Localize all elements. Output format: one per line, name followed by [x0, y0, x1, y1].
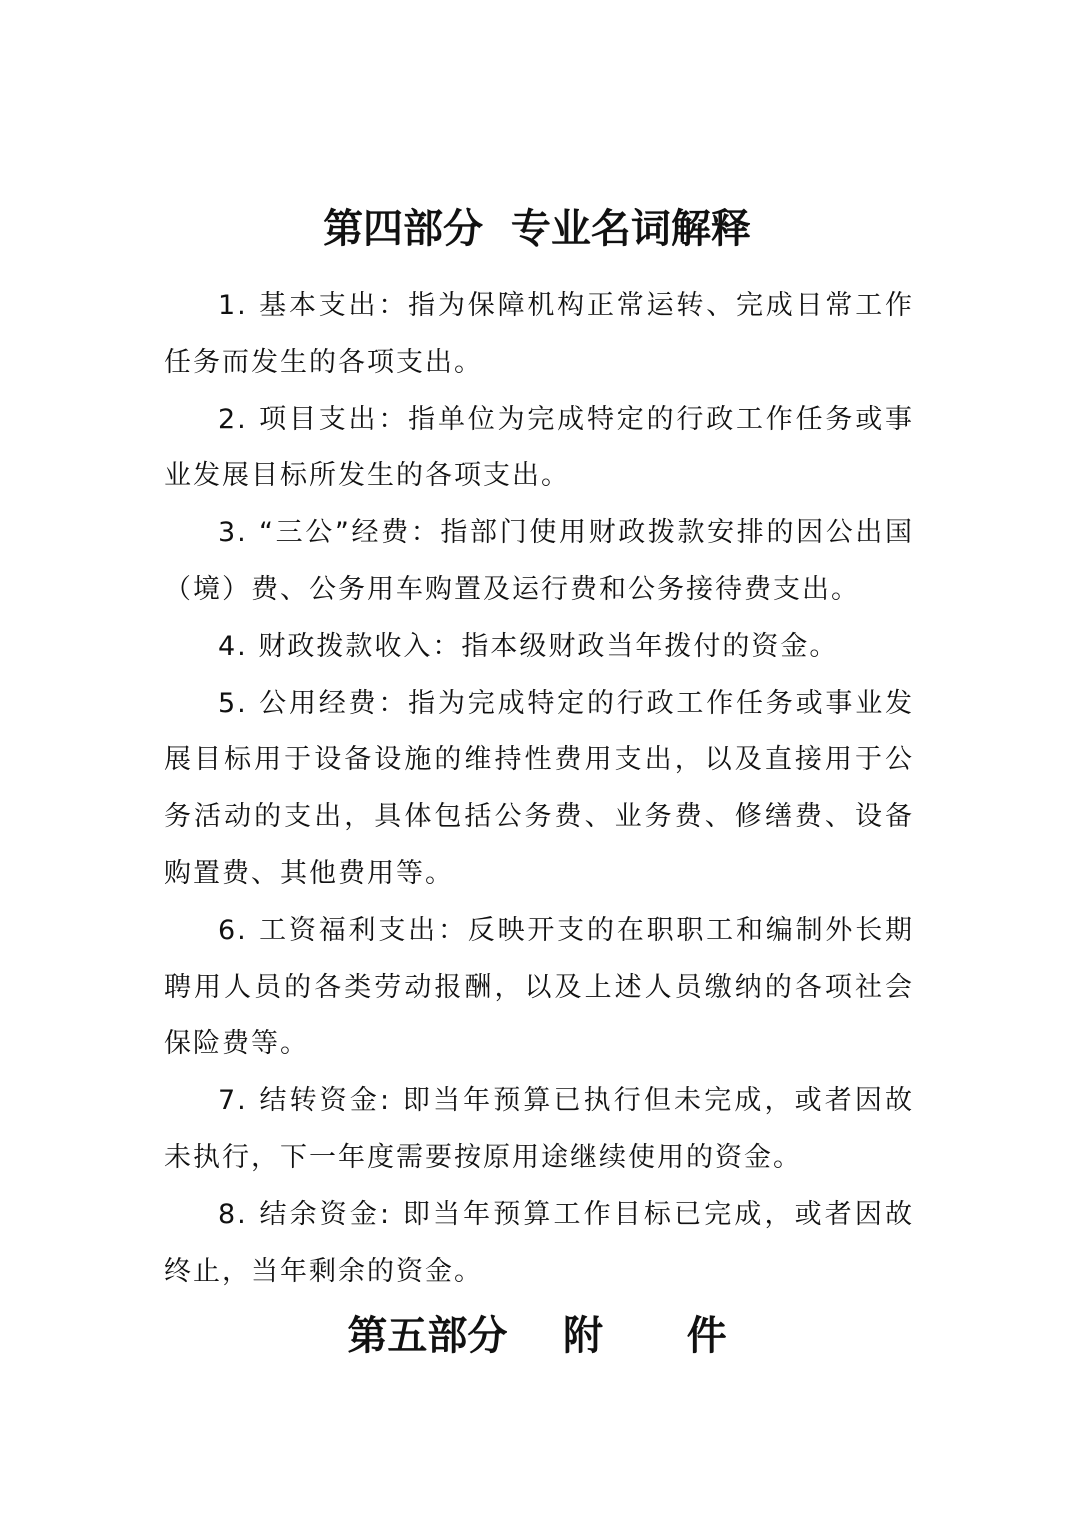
term-title: 1. 基本支出：	[218, 290, 409, 321]
term-title: 7. 结转资金:	[218, 1085, 403, 1117]
term-definition: 指部门使用财政拨款安排的因公出国（境）费、公务用车购置及运行费和公务接待费支出。	[164, 517, 914, 605]
term-definition: 即当年预算已执行但未完成，或者因故未执行，下一年度需要按原用途继续使用的资金。	[164, 1085, 915, 1173]
term-title: 2. 项目支出：	[218, 403, 409, 435]
term-definition: 指为完成特定的行政工作任务或事业发展目标用于设备设施的维持性费用支出，以及直接用于公务活动的支出，具体包括公务费、业务费、修缮费、设备购置费、其他费用等。	[164, 687, 915, 889]
glossary-item-fiscal-appropriation	[164, 619, 914, 676]
term-definition: 指为保障机构正常运转、完成日常工作任务而发生的各项支出。	[164, 290, 915, 378]
glossary-item-project-expenditure	[164, 392, 914, 506]
glossary-item-carryover-funds	[164, 1073, 914, 1187]
part4-title: 第四部分 专业名词解释	[323, 205, 751, 252]
term-definition: 即当年预算工作目标已完成，或者因故终止，当年剩余的资金。	[164, 1198, 915, 1287]
glossary-item-surplus-funds	[164, 1187, 914, 1301]
glossary-item-three-public-funds	[164, 505, 914, 619]
term-title: 4. 财政拨款收入：	[218, 630, 462, 662]
term-title: 3. “三公”经费：	[218, 517, 441, 549]
term-definition: 指单位为完成特定的行政工作任务或事业发展目标所发生的各项支出。	[164, 403, 915, 492]
glossary-item-basic-expenditure	[164, 278, 914, 392]
term-title: 8. 结余资金:	[218, 1198, 403, 1230]
term-title: 6. 工资福利支出：	[218, 914, 468, 946]
glossary-list	[164, 278, 914, 1300]
term-definition: 反映开支的在职职工和编制外长期聘用人员的各类劳动报酬，以及上述人员缴纳的各项社会保险费等。	[164, 914, 915, 1060]
term-definition: 指本级财政当年拨付的资金。	[461, 630, 839, 662]
glossary-item-wages-welfare	[164, 903, 914, 1073]
part5-title: 第五部分 附 件	[347, 1312, 727, 1359]
term-title: 5. 公用经费：	[218, 687, 409, 719]
glossary-item-public-funds	[164, 676, 914, 903]
